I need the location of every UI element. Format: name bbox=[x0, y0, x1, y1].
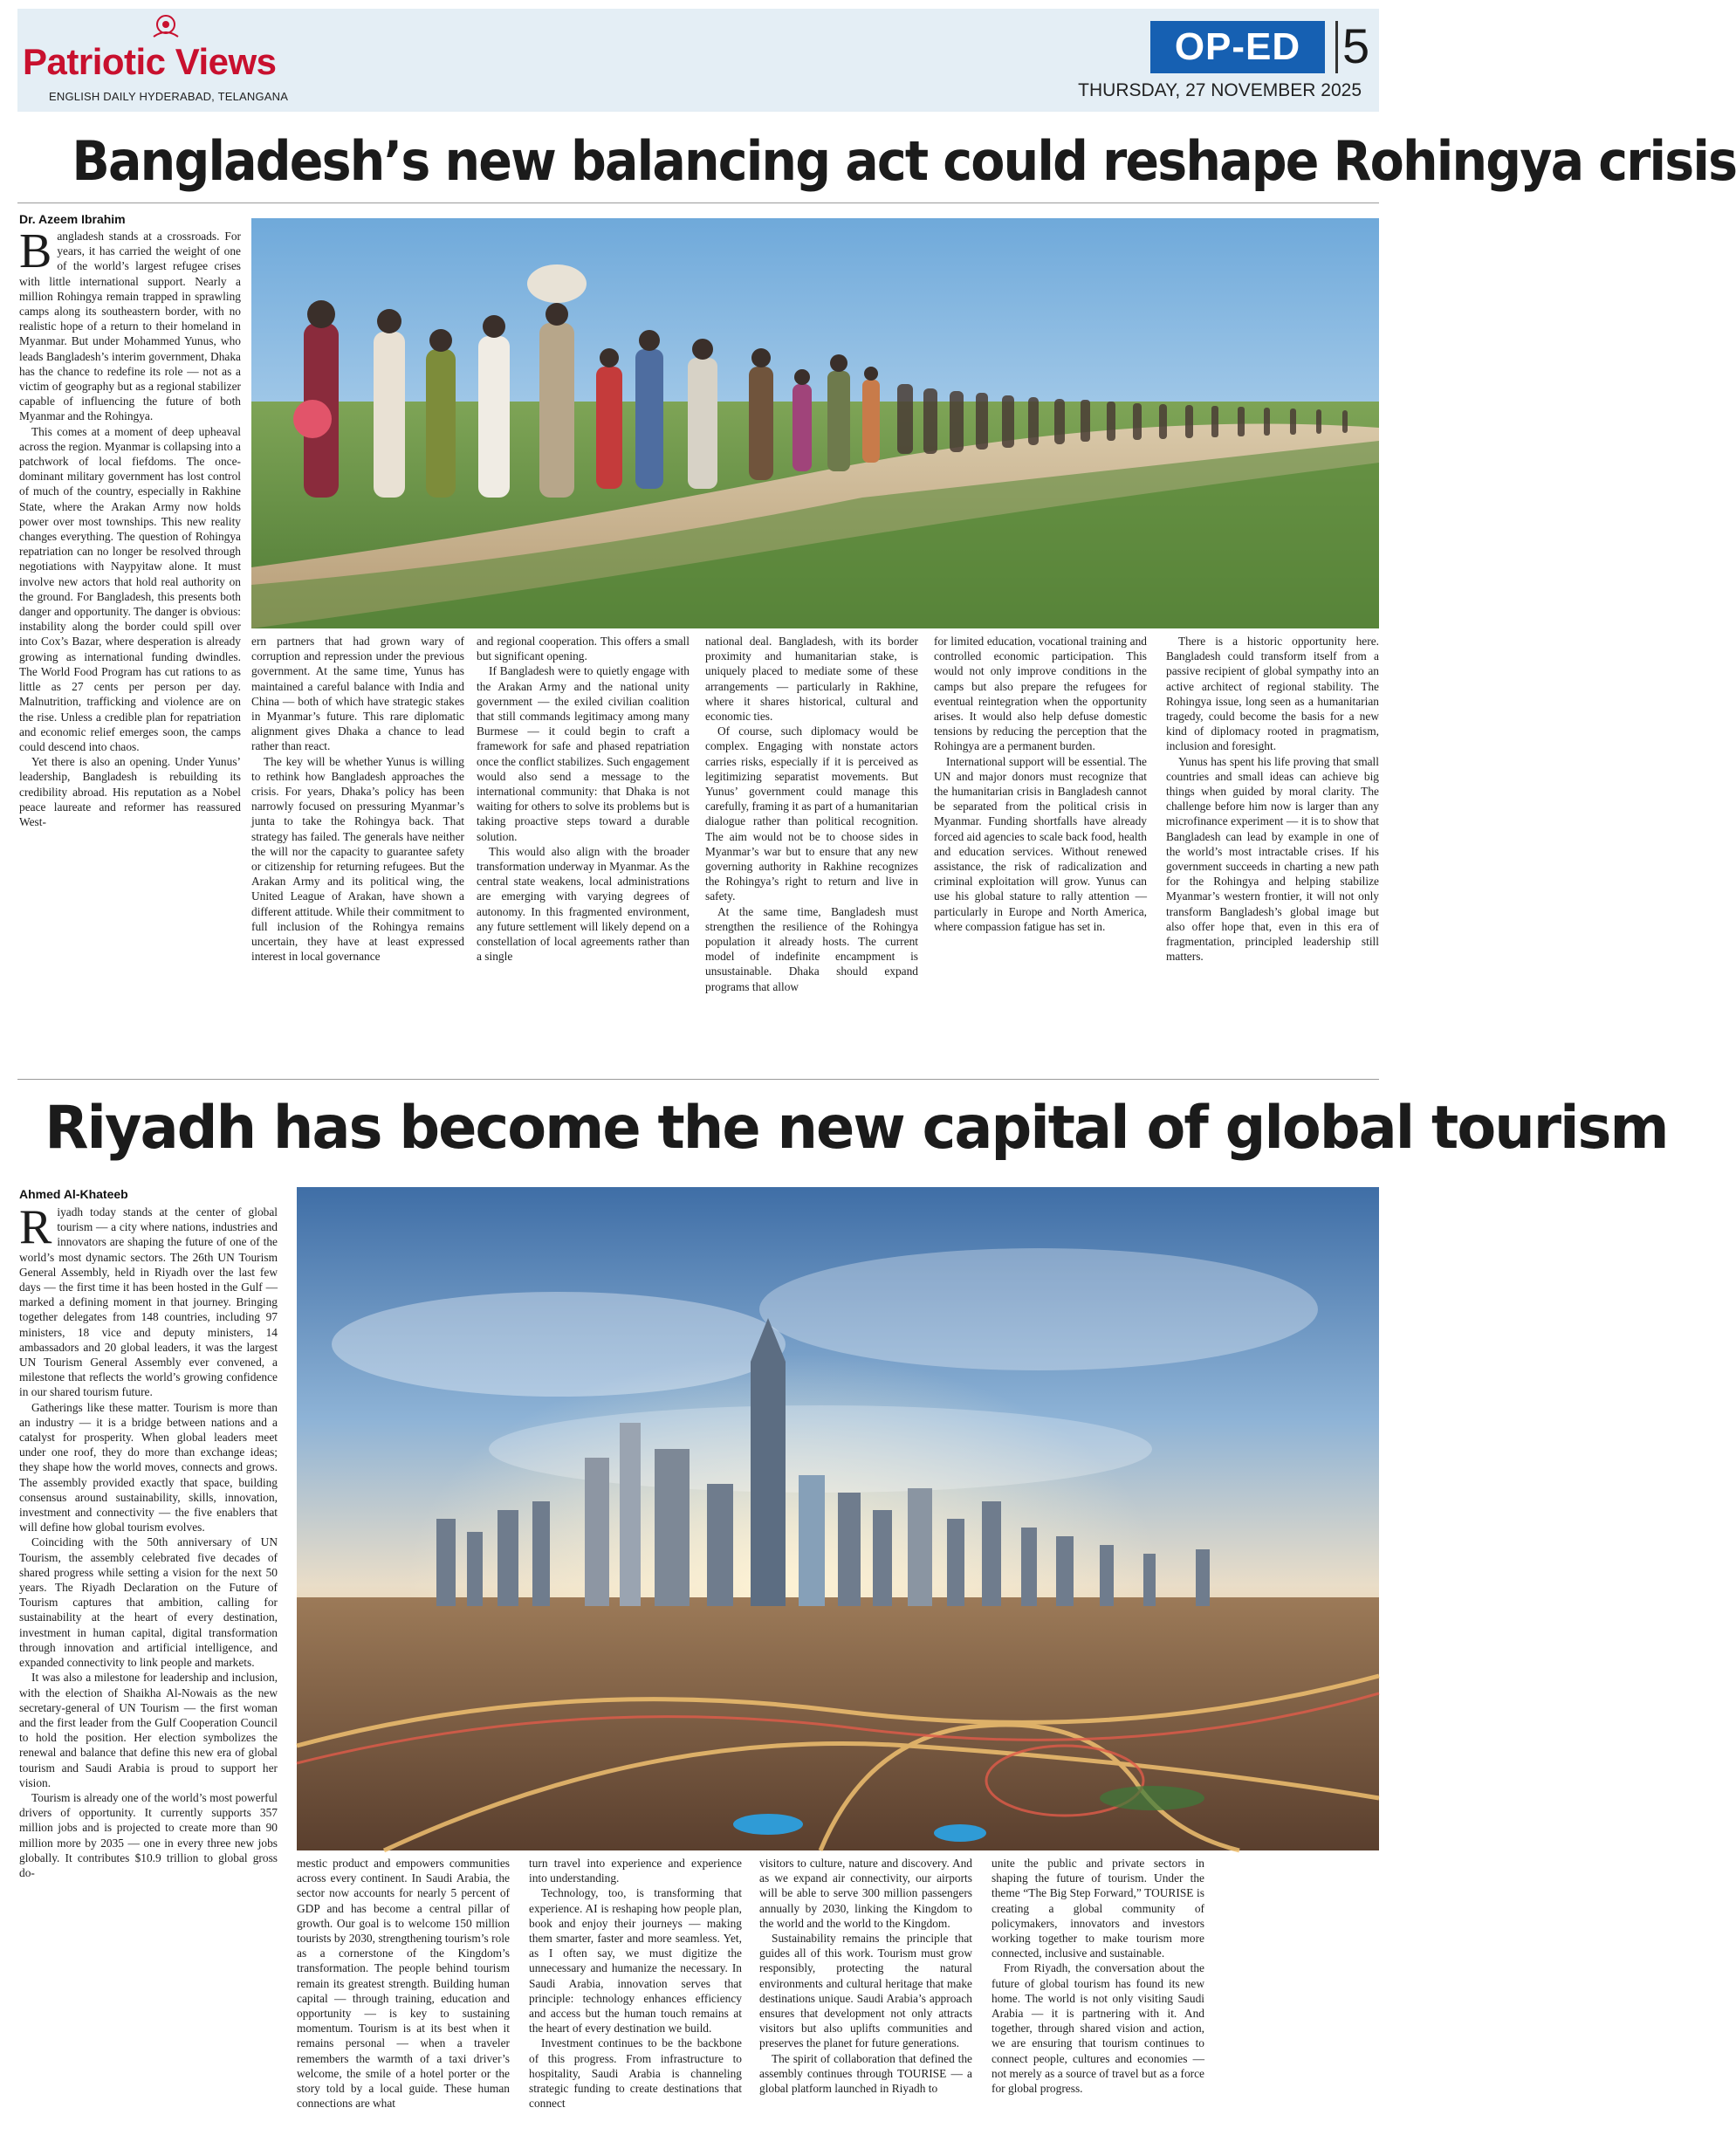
article1-col4-p1: national deal. Bangladesh, with its border proximity and humanitarian stake, is uniquely placed to mediate some of these arrangements — particularly in Rakhine, where it shares historical, cultural and economic ties. bbox=[705, 635, 918, 724]
article1-column-6 bbox=[1166, 634, 1379, 1065]
article1-col3-p1: and regional cooperation. This offers a small but significant opening. bbox=[477, 635, 690, 663]
article1-byline: Dr. Azeem Ibrahim bbox=[19, 212, 126, 226]
article1-column-2 bbox=[251, 634, 464, 1065]
article1-column-1 bbox=[19, 224, 241, 1065]
article2-column-4 bbox=[759, 1856, 972, 2137]
issue-date: THURSDAY, 27 NOVEMBER 2025 bbox=[1078, 80, 1362, 100]
article1-col1-p3: Yet there is also an opening. Under Yunus’ leadership, Bangladesh is rebuilding its credibility abroad. His reputation as a Nobel peace laureate and reformer has reassured West- bbox=[19, 755, 241, 828]
article2-col5-p1: unite the public and private sectors in shaping the future of tourism. Under the theme “The Big Step Forward,” TOURISE is creating a global community of policymakers, innovators and investors working together to make tourism more connected, inclusive and sustainable. bbox=[992, 1857, 1204, 1960]
article2-byline: Ahmed Al-Khateeb bbox=[19, 1187, 128, 1201]
article1-col6-p1: There is a historic opportunity here. Bangladesh could transform itself from a passive recipient of global sympathy into an active architect of regional stability. The Rohingya issue, long seen as a humanitarian tragedy, could become the basis for a new kind of diplomacy rooted in pragmatism, inclusion and foresight. bbox=[1166, 635, 1379, 753]
article2-col1-p5: Tourism is already one of the world’s most powerful drivers of opportunity. It currently supports 357 million jobs and is projected to create more than 90 million more by 2035 — one in every three new jobs globally. It contributes $10.9 trillion to global gross do- bbox=[19, 1790, 278, 1879]
article2-col1-p2: Gatherings like these matter. Tourism is more than an industry — it is a bridge between nations and a catalyst for prosperity. When global leaders meet under one roof, they do more than exchange ideas; they shape how the world moves, connects and grows. The assembly provided exactly that space, building consensus around sustainability, skills, innovation, investment and connectivity — the five enablers that will define how global tourism evolves. bbox=[19, 1400, 278, 1535]
article1-headline: Bangladesh’s new balancing act could reshape Rohingya crisis bbox=[72, 129, 1736, 193]
newspaper-logo[interactable]: Patriotic Views bbox=[23, 41, 277, 82]
article1-column-3 bbox=[477, 634, 690, 1065]
article1-column-5 bbox=[934, 634, 1147, 1065]
article1-col2-p1: ern partners that had grown wary of corruption and repression under the previous government. At the same time, Yunus has maintained a careful balance with India and China — both of which have strategic stakes in Myanmar’s future. This rare diplomatic alignment gives Dhaka a chance to lead rather than react. bbox=[251, 635, 464, 753]
article2-col2-p1: mestic product and empowers communities across every continent. In Saudi Arabia, the sector now accounts for nearly 5 percent of GDP and has become a central pillar of growth. Our goal is to welcome 150 million tourists by 2030, strengthening tourism’s role as a cornerstone of the Kingdom’s transformation. The people behind tourism remain its greatest strength. Building human capital — through training, education and opportunity — is key to sustaining momentum. Tourism is at its best when it remains personal — when a traveler remembers the warmth of a taxi driver’s welcome, the smile of a hotel porter or the story told by a local guide. These human connections are what bbox=[297, 1857, 510, 2111]
rohingya-refugees-photo bbox=[251, 218, 1379, 628]
article1-col5-p1: for limited education, vocational training and controlled economic participation. This would not only improve conditions in the camps but also prepare the refugees for eventual reintegration when the opportunity arises. It would also help defuse domestic tensions by reducing the perception that the Rohingya are a permanent burden. bbox=[934, 635, 1147, 753]
article2-column-5 bbox=[992, 1856, 1204, 2137]
article-divider bbox=[17, 1079, 1379, 1080]
masthead bbox=[17, 9, 1379, 112]
article1-col1-p1: angladesh stands at a crossroads. For years, it has carried the weight of one of the world’s largest refugee crises with little international support. Nearly a million Rohingya remain trapped in sprawling camps along its southeastern border, with no realistic hope of a return to their homeland in Myanmar. But under Mohammed Yunus, who leads Bangladesh’s interim government, Dhaka has the chance to redefine its role — not as a victim of geography but as a regional stabilizer capable of influencing the future of both Myanmar and the Rohingya. bbox=[19, 230, 241, 423]
article1-col3-p3: This would also align with the broader transformation underway in Myanmar. As the central state weakens, local administrations are emerging with varying degrees of autonomy. In this fragmented environment, any future settlement will likely depend on a constellation of local agreements rather than a single bbox=[477, 844, 690, 964]
article2-headline: Riyadh has become the new capital of global tourism bbox=[45, 1094, 1668, 1163]
article2-column-1 bbox=[19, 1200, 278, 2137]
logo-emblem-icon bbox=[148, 14, 183, 40]
newspaper-tagline: ENGLISH DAILY HYDERABAD, TELANGANA bbox=[49, 90, 289, 103]
article2-col5-p2: From Riyadh, the conversation about the future of global tourism has found its new home. The world is not only visiting Saudi Arabia — it is partnering with it. And together, through shared vision and action, we are ensuring that tourism continues to connect people, cultures and economies — not merely as a source of travel but as a force for global progress. bbox=[992, 1961, 1204, 2096]
article1-col1-p2: This comes at a moment of deep upheaval across the region. Myanmar is collapsing into a patchwork of local fiefdoms. The once-dominant military government has lost control of much of the country, especially in Rakhine State, where the Arakan Army now holds power over most townships. This new reality changes everything. The question of Rohingya repatriation can no longer be resolved through negotiations with Naypyitaw alone. It must involve new actors that hold real authority on the ground. For Bangladesh, this presents both danger and opportunity. The danger is obvious: instability along the border could spill over into Cox’s Bazar, where desperation is already growing as international funding dwindles. The World Food Program has cut rations to as little as 27 cents per person per day. Malnutrition, trafficking and violence are on the rise. Unless a credible plan for repatriation and economic relief emerges soon, the camps could descend into chaos. bbox=[19, 424, 241, 753]
article2-col4-p3: The spirit of collaboration that defined the assembly continues through TOURISE — a global platform launched in Riyadh to bbox=[759, 2051, 972, 2096]
article2-col3-p3: Investment continues to be the backbone of this progress. From infrastructure to hospitality, Saudi Arabia is channeling strategic funding to create destinations that connect bbox=[529, 2036, 742, 2111]
article1-col3-p2: If Bangladesh were to quietly engage with the Arakan Army and the national unity government — the exiled civilian coalition that still commands legitimacy among many Burmese — it could begin to craft a framework for safe and phased repatriation once the conflict stabilizes. Such engagement would also send a message to the international community: that Dhaka is not waiting for others to solve its problems but is taking proactive steps toward a durable solution. bbox=[477, 664, 690, 843]
riyadh-skyline-photo bbox=[297, 1187, 1379, 1850]
article1-column-4 bbox=[705, 634, 918, 1065]
article1-col4-p3: At the same time, Bangladesh must strengthen the resilience of the Rohingya population it already hosts. The current model of indefinite encampment is unsustainable. Dhaka should expand programs that allow bbox=[705, 904, 918, 993]
article2-dropcap: R bbox=[19, 1200, 52, 1254]
article2-col1-p4: It was also a milestone for leadership and inclusion, with the election of Shaikha Al-Nowais as the new secretary-general of UN Tourism — the first woman and the first leader from the Gulf Cooperation Council to hold the position. Her election symbolizes the renewal and balance that define this new era of global tourism and Saudi Arabia is proud to support her vision. bbox=[19, 1671, 278, 1789]
article1-col5-p2: International support will be essential. The UN and major donors must recognize that the humanitarian crisis in Bangladesh cannot be separated from the political crisis in Myanmar. Funding shortfalls have already forced aid agencies to scale back food, health and education services. Without renewed assistance, the risk of radicalization and criminal exploitation will grow. Yunus can use his global stature to rally attention — particularly in Europe and North America, where compassion fatigue has set in. bbox=[934, 754, 1147, 933]
article2-column-2 bbox=[297, 1856, 510, 2137]
article2-col3-p2: Technology, too, is transforming that experience. AI is reshaping how people plan, book and enjoy their journeys — making them smarter, faster and more seamless. Yet, as I often say, we must digitize the unnecessary and humanize the necessary. In Saudi Arabia, innovation serves that principle: technology enhances efficiency and access but the human touch remains at the heart of every destination we build. bbox=[529, 1886, 742, 2036]
section-badge: OP-ED bbox=[1150, 21, 1325, 73]
article2-column-3 bbox=[529, 1856, 742, 2137]
page-number-divider bbox=[1335, 21, 1338, 73]
article1-col6-p2: Yunus has spent his life proving that small countries and small ideas can achieve big things when guided by moral clarity. The challenge before him now is larger than any microfinance experiment — it is to show that Bangladesh can lead by example in one of the world’s most intractable crises. If his government succeeds in charting a new path for the Rohingya and helping stabilize Myanmar’s western frontier, it will not only transform Bangladesh’s global image but also offer hope that, even in this era of fragmentation, principled leadership still matters. bbox=[1166, 754, 1379, 964]
article2-col4-p1: visitors to culture, nature and discovery. And as we expand air connectivity, our airports will be able to serve 300 million passengers annually by 2030, linking the Kingdom to the world and the world to the Kingdom. bbox=[759, 1857, 972, 1930]
article2-col3-p1: turn travel into experience and experience into understanding. bbox=[529, 1857, 742, 1885]
article2-col4-p2: Sustainability remains the principle that guides all of this work. Tourism must grow responsibly, protecting the natural environments and cultural heritage that make destinations unique. Saudi Arabia’s approach ensures that development not only attracts visitors but also uplifts communities and preserves the planet for future generations. bbox=[759, 1932, 972, 2050]
article2-col1-p3: Coinciding with the 50th anniversary of UN Tourism, the assembly celebrated five decades of shared progress while setting a vision for the next 50 years. The Riyadh Declaration on the Future of Tourism captures that ambition, calling for sustainability at the heart of every destination, investment in human capital, digital transformation through innovation and artificial intelligence, and expanded connectivity to link people and markets. bbox=[19, 1535, 278, 1670]
article1-col2-p2: The key will be whether Yunus is willing to rethink how Bangladesh approaches the crisis. For years, Dhaka’s policy has been narrowly focused on pressuring Myanmar’s junta to take the Rohingya back. That strategy has failed. The generals have neither the will nor the capacity to guarantee safety or citizenship for returning refugees. But the Arakan Army and its political wing, the United League of Arakan, have shown a different attitude. While their commitment to full inclusion of the Rohingya remains uncertain, they have at least expressed interest in local governance bbox=[251, 754, 464, 964]
article1-dropcap: B bbox=[19, 224, 52, 278]
article1-col4-p2: Of course, such diplomacy would be complex. Engaging with nonstate actors carries risks, especially if it is perceived as legitimizing separatist movements. But Yunus’ government could manage this carefully, framing it as part of a humanitarian dialogue rather than political recognition. The aim would not be to choose sides in Myanmar’s war but to ensure that any new governing authority in Rakhine recognizes the Rohingya’s right to return and live in safety. bbox=[705, 724, 918, 903]
page-number: 5 bbox=[1342, 18, 1370, 73]
article2-col1-p1: iyadh today stands at the center of global tourism — a city where nations, industries and innovators are shaping the future of one of the world’s most dynamic sectors. The 26th UN Tourism General Assembly, held in Riyadh over the last few days — the first time it has been hosted in the Gulf — marked a defining moment in that journey. Bringing together delegates from 148 countries, including 97 ministers, 18 vice and deputy ministers, 14 ambassadors and 20 global leaders, it was the largest UN Tourism General Assembly ever convened, a milestone that reflects the world’s growing confidence in our shared tourism future. bbox=[19, 1205, 278, 1399]
